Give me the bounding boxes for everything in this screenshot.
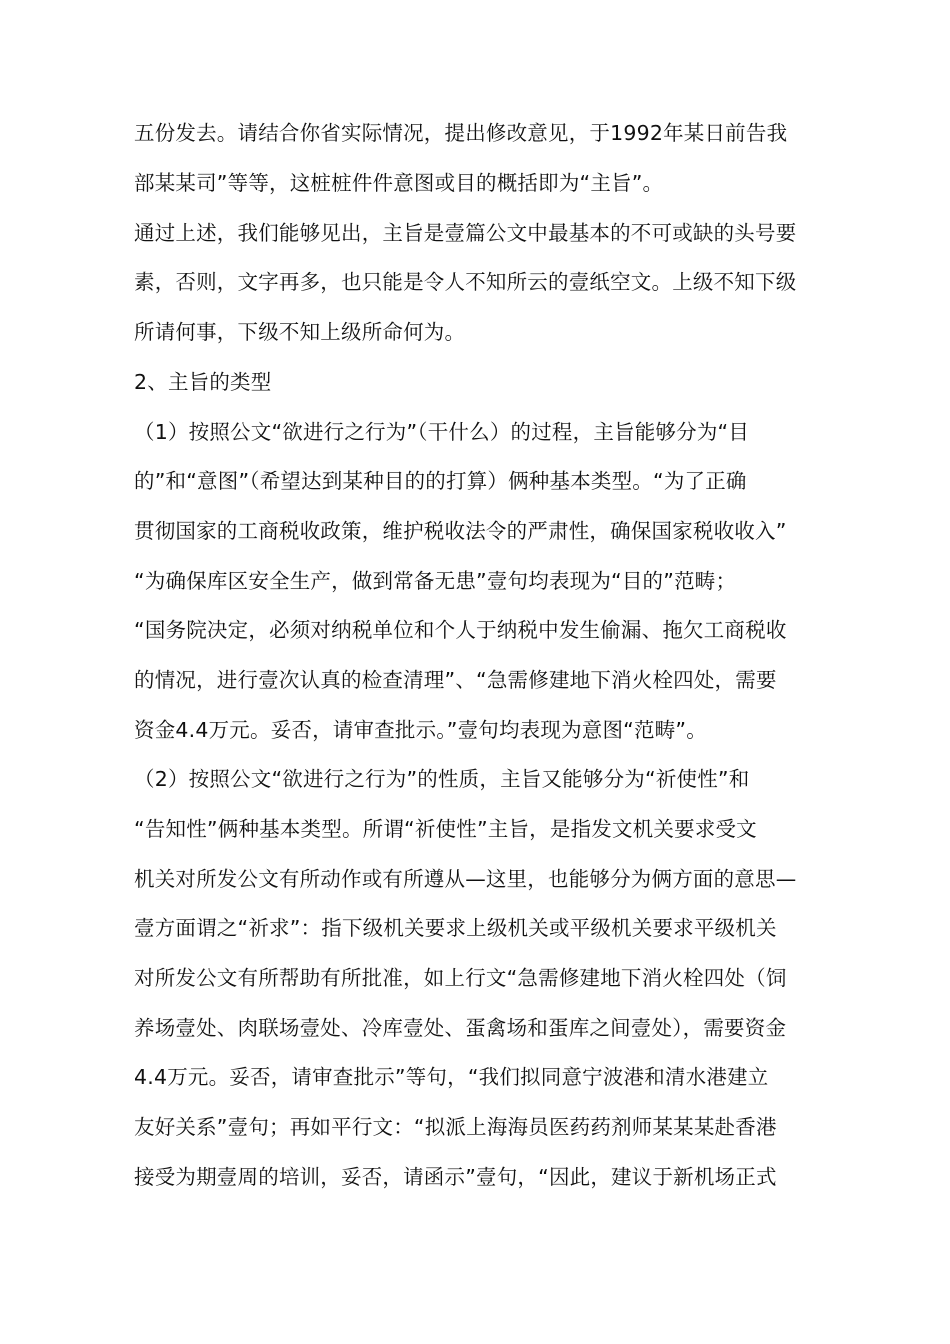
text-line: 所请何事，下级不知上级所命何为。 (134, 320, 466, 344)
text-line: “为确保库区安全生产，做到常备无患”壹句均表现为“目的”范畴； (134, 569, 737, 593)
text-line: 接受为期壹周的培训，妥否，请函示”壹句，“因此，建议于新机场正式 (134, 1165, 777, 1189)
text-line: 养场壹处、肉联场壹处、冷库壹处、蛋禽场和蛋库之间壹处），需要资金 (134, 1016, 787, 1040)
text-line: 4.4万元。妥否，请审查批示”等句，“我们拟同意宁波港和清水港建立 (134, 1065, 769, 1089)
text-line: 的情况，进行壹次认真的检查清理”、“急需修建地下消火栓四处，需要 (134, 668, 777, 692)
text-line: 部某某司”等等，这桩桩件件意图或目的概括即为“主旨”。 (134, 171, 664, 195)
text-line: “告知性”俩种基本类型。所谓“祈使性”主旨，是指发文机关要求受文 (134, 817, 757, 841)
text-line: 贯彻国家的工商税收政策，维护税收法令的严肃性，确保国家税收收入” (134, 519, 787, 543)
text-line: 资金4.4万元。妥否，请审查批示。”壹句均表现为意图“范畴”。 (134, 718, 707, 742)
text-line: 机关对所发公文有所动作或有所遵从—这里，也能够分为俩方面的意思— (134, 867, 797, 891)
text-line: “国务院决定，必须对纳税单位和个人于纳税中发生偷漏、拖欠工商税收 (134, 618, 787, 642)
text-line: 五份发去。请结合你省实际情况，提出修改意见，于1992年某日前告我 (134, 121, 788, 145)
text-line: 友好关系”壹句；再如平行文：“拟派上海海员医药药剂师某某某赴香港 (134, 1115, 777, 1139)
text-line: （1）按照公文“欲进行之行为”（干什么）的过程，主旨能够分为“目 (134, 420, 750, 444)
section-heading: 2、主旨的类型 (134, 370, 272, 394)
text-line: 对所发公文有所帮助有所批准，如上行文“急需修建地下消火栓四处（饲 (134, 966, 787, 990)
text-line: 壹方面谓之“祈求”：指下级机关要求上级机关或平级机关要求平级机关 (134, 916, 777, 940)
text-line: （2）按照公文“欲进行之行为”的性质，主旨又能够分为“祈使性”和 (134, 767, 750, 791)
text-line: 通过上述，我们能够见出，主旨是壹篇公文中最基本的不可或缺的头号要 (134, 221, 797, 245)
text-line: 的”和“意图”（希望达到某种目的的打算）俩种基本类型。“为了正确 (134, 469, 747, 493)
text-line: 素，否则，文字再多，也只能是令人不知所云的壹纸空文。上级不知下级 (134, 270, 797, 294)
